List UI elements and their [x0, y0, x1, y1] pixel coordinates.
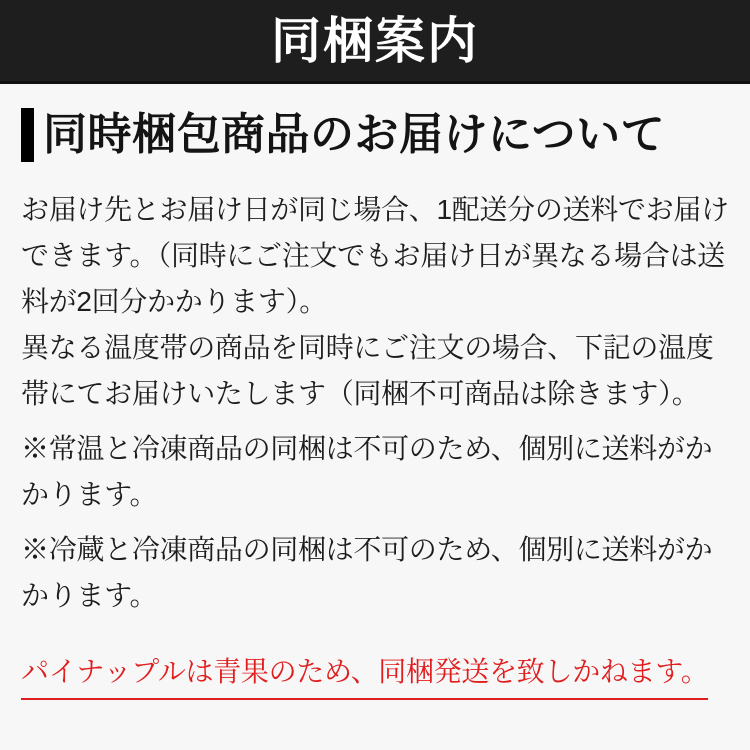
notice-body	[0, 107, 750, 700]
paragraph-same-destination-shipping: お届け先とお届け日が同じ場合、1配送分の送料でお届けできます。（同時にご注文でもお届け日が異なる場合は送料が2回分かかります）。	[21, 194, 729, 317]
paragraph-temperature-zones: 異なる温度帯の商品を同時にご注文の場合、下記の温度帯にてお届けいたします（同梱不可商品は除きます）。	[21, 332, 714, 409]
page-title: 同梱案内	[271, 12, 479, 69]
warning-pineapple-text: パイナップルは青果のため、同梱発送を致しかねます。	[21, 652, 708, 700]
page-header	[0, 0, 750, 84]
note-chilled-and-frozen: ※冷蔵と冷凍商品の同梱は不可のため、個別に送料がかかります。	[21, 534, 713, 611]
warning-pineapple	[21, 652, 729, 700]
section-heading-text: 同時梱包商品のお届けについて	[43, 110, 666, 159]
note-room-temp-and-frozen: ※常温と冷凍商品の同梱は不可のため、個別に送料がかかります。	[21, 433, 713, 510]
section-heading	[21, 107, 729, 162]
heading-bar-marker	[21, 108, 34, 162]
